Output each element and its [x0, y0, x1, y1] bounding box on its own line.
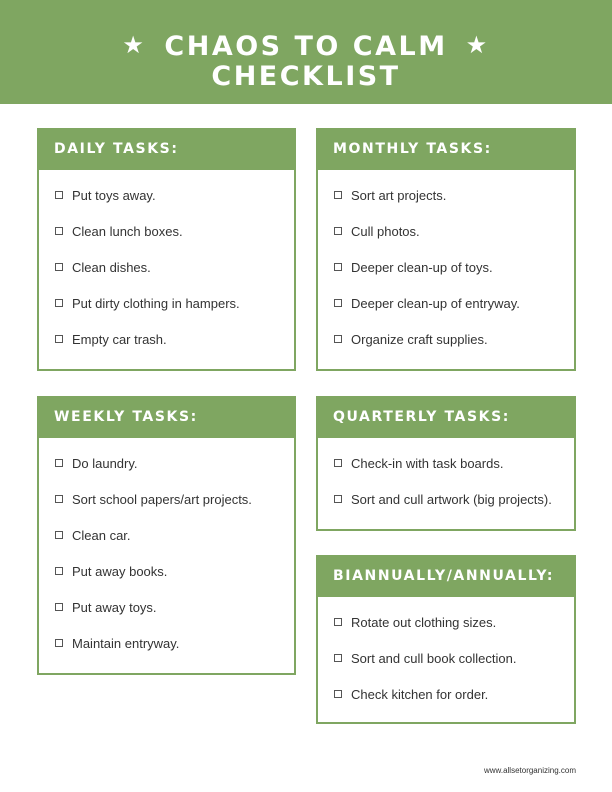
checklist-item	[334, 222, 420, 242]
checklist-item	[55, 294, 240, 314]
checkbox-icon[interactable]	[55, 299, 63, 307]
item-label: Sort art projects.	[351, 188, 447, 203]
item-label: Organize craft supplies.	[351, 332, 488, 347]
checklist-item	[55, 634, 179, 654]
checkbox-icon[interactable]	[334, 191, 342, 199]
section-heading: WEEKLY TASKS:	[37, 396, 296, 438]
checkbox-icon[interactable]	[334, 690, 342, 698]
checkbox-icon[interactable]	[55, 603, 63, 611]
checkbox-icon[interactable]	[55, 639, 63, 647]
page-title-line-1	[0, 29, 612, 63]
item-label: Put toys away.	[72, 188, 156, 203]
item-label: Maintain entryway.	[72, 636, 180, 651]
item-label: Clean car.	[72, 528, 131, 543]
checklist-item	[334, 294, 520, 314]
checkbox-icon[interactable]	[334, 263, 342, 271]
item-label: Clean dishes.	[72, 260, 151, 275]
checklist-item	[334, 454, 503, 474]
checklist-item	[334, 649, 516, 669]
monthly-tasks-section	[316, 128, 576, 371]
item-label: Cull photos.	[351, 224, 420, 239]
checklist-item	[55, 454, 138, 474]
checklist-item	[334, 685, 488, 705]
checkbox-icon[interactable]	[334, 618, 342, 626]
section-heading: DAILY TASKS:	[37, 128, 296, 170]
item-label: Check kitchen for order.	[351, 687, 489, 702]
star-icon: ★	[122, 31, 147, 59]
checklist-item	[334, 186, 446, 206]
item-label: Put dirty clothing in hampers.	[72, 296, 240, 311]
biannually-annually-section	[316, 555, 576, 724]
checkbox-icon[interactable]	[55, 531, 63, 539]
title-banner	[0, 0, 612, 104]
checkbox-icon[interactable]	[55, 227, 63, 235]
section-heading: QUARTERLY TASKS:	[316, 396, 576, 438]
checklist-item	[334, 490, 552, 510]
item-label: Sort school papers/art projects.	[72, 492, 252, 507]
checklist-item	[55, 330, 167, 350]
checkbox-icon[interactable]	[334, 459, 342, 467]
checkbox-icon[interactable]	[55, 459, 63, 467]
item-label: Empty car trash.	[72, 332, 167, 347]
item-label: Deeper clean-up of entryway.	[351, 296, 520, 311]
checkbox-icon[interactable]	[55, 495, 63, 503]
checklist-item	[334, 613, 496, 633]
checkbox-icon[interactable]	[334, 227, 342, 235]
item-label: Rotate out clothing sizes.	[351, 615, 497, 630]
item-label: Deeper clean-up of toys.	[351, 260, 493, 275]
item-label: Clean lunch boxes.	[72, 224, 183, 239]
item-label: Put away toys.	[72, 600, 157, 615]
checkbox-icon[interactable]	[55, 191, 63, 199]
checklist-item	[55, 562, 167, 582]
item-label: Sort and cull book collection.	[351, 651, 517, 666]
checkbox-icon[interactable]	[55, 567, 63, 575]
checklist-item	[55, 526, 131, 546]
page-title-line-2: CHECKLIST	[211, 61, 401, 92]
checkbox-icon[interactable]	[334, 299, 342, 307]
quarterly-tasks-section	[316, 396, 576, 531]
checklist-item	[55, 490, 252, 510]
item-label: Check-in with task boards.	[351, 456, 504, 471]
checkbox-icon[interactable]	[55, 335, 63, 343]
checkbox-icon[interactable]	[334, 654, 342, 662]
section-heading: BIANNUALLY/ANNUALLY:	[316, 555, 576, 597]
weekly-tasks-section	[37, 396, 296, 675]
title-text-line-1: CHAOS TO CALM	[164, 31, 448, 62]
checklist-item	[55, 258, 151, 278]
checklist-item	[55, 598, 157, 618]
section-heading: MONTHLY TASKS:	[316, 128, 576, 170]
item-label: Put away books.	[72, 564, 168, 579]
item-label: Do laundry.	[72, 456, 138, 471]
checklist-item	[334, 258, 493, 278]
checklist-item	[334, 330, 488, 350]
footer-url: www.allsetorganizing.com	[483, 766, 576, 775]
star-icon: ★	[465, 31, 490, 59]
daily-tasks-section	[37, 128, 296, 371]
checklist-item	[55, 222, 183, 242]
checklist-item	[55, 186, 156, 206]
checkbox-icon[interactable]	[334, 495, 342, 503]
checkbox-icon[interactable]	[55, 263, 63, 271]
item-label: Sort and cull artwork (big projects).	[351, 492, 552, 507]
checkbox-icon[interactable]	[334, 335, 342, 343]
